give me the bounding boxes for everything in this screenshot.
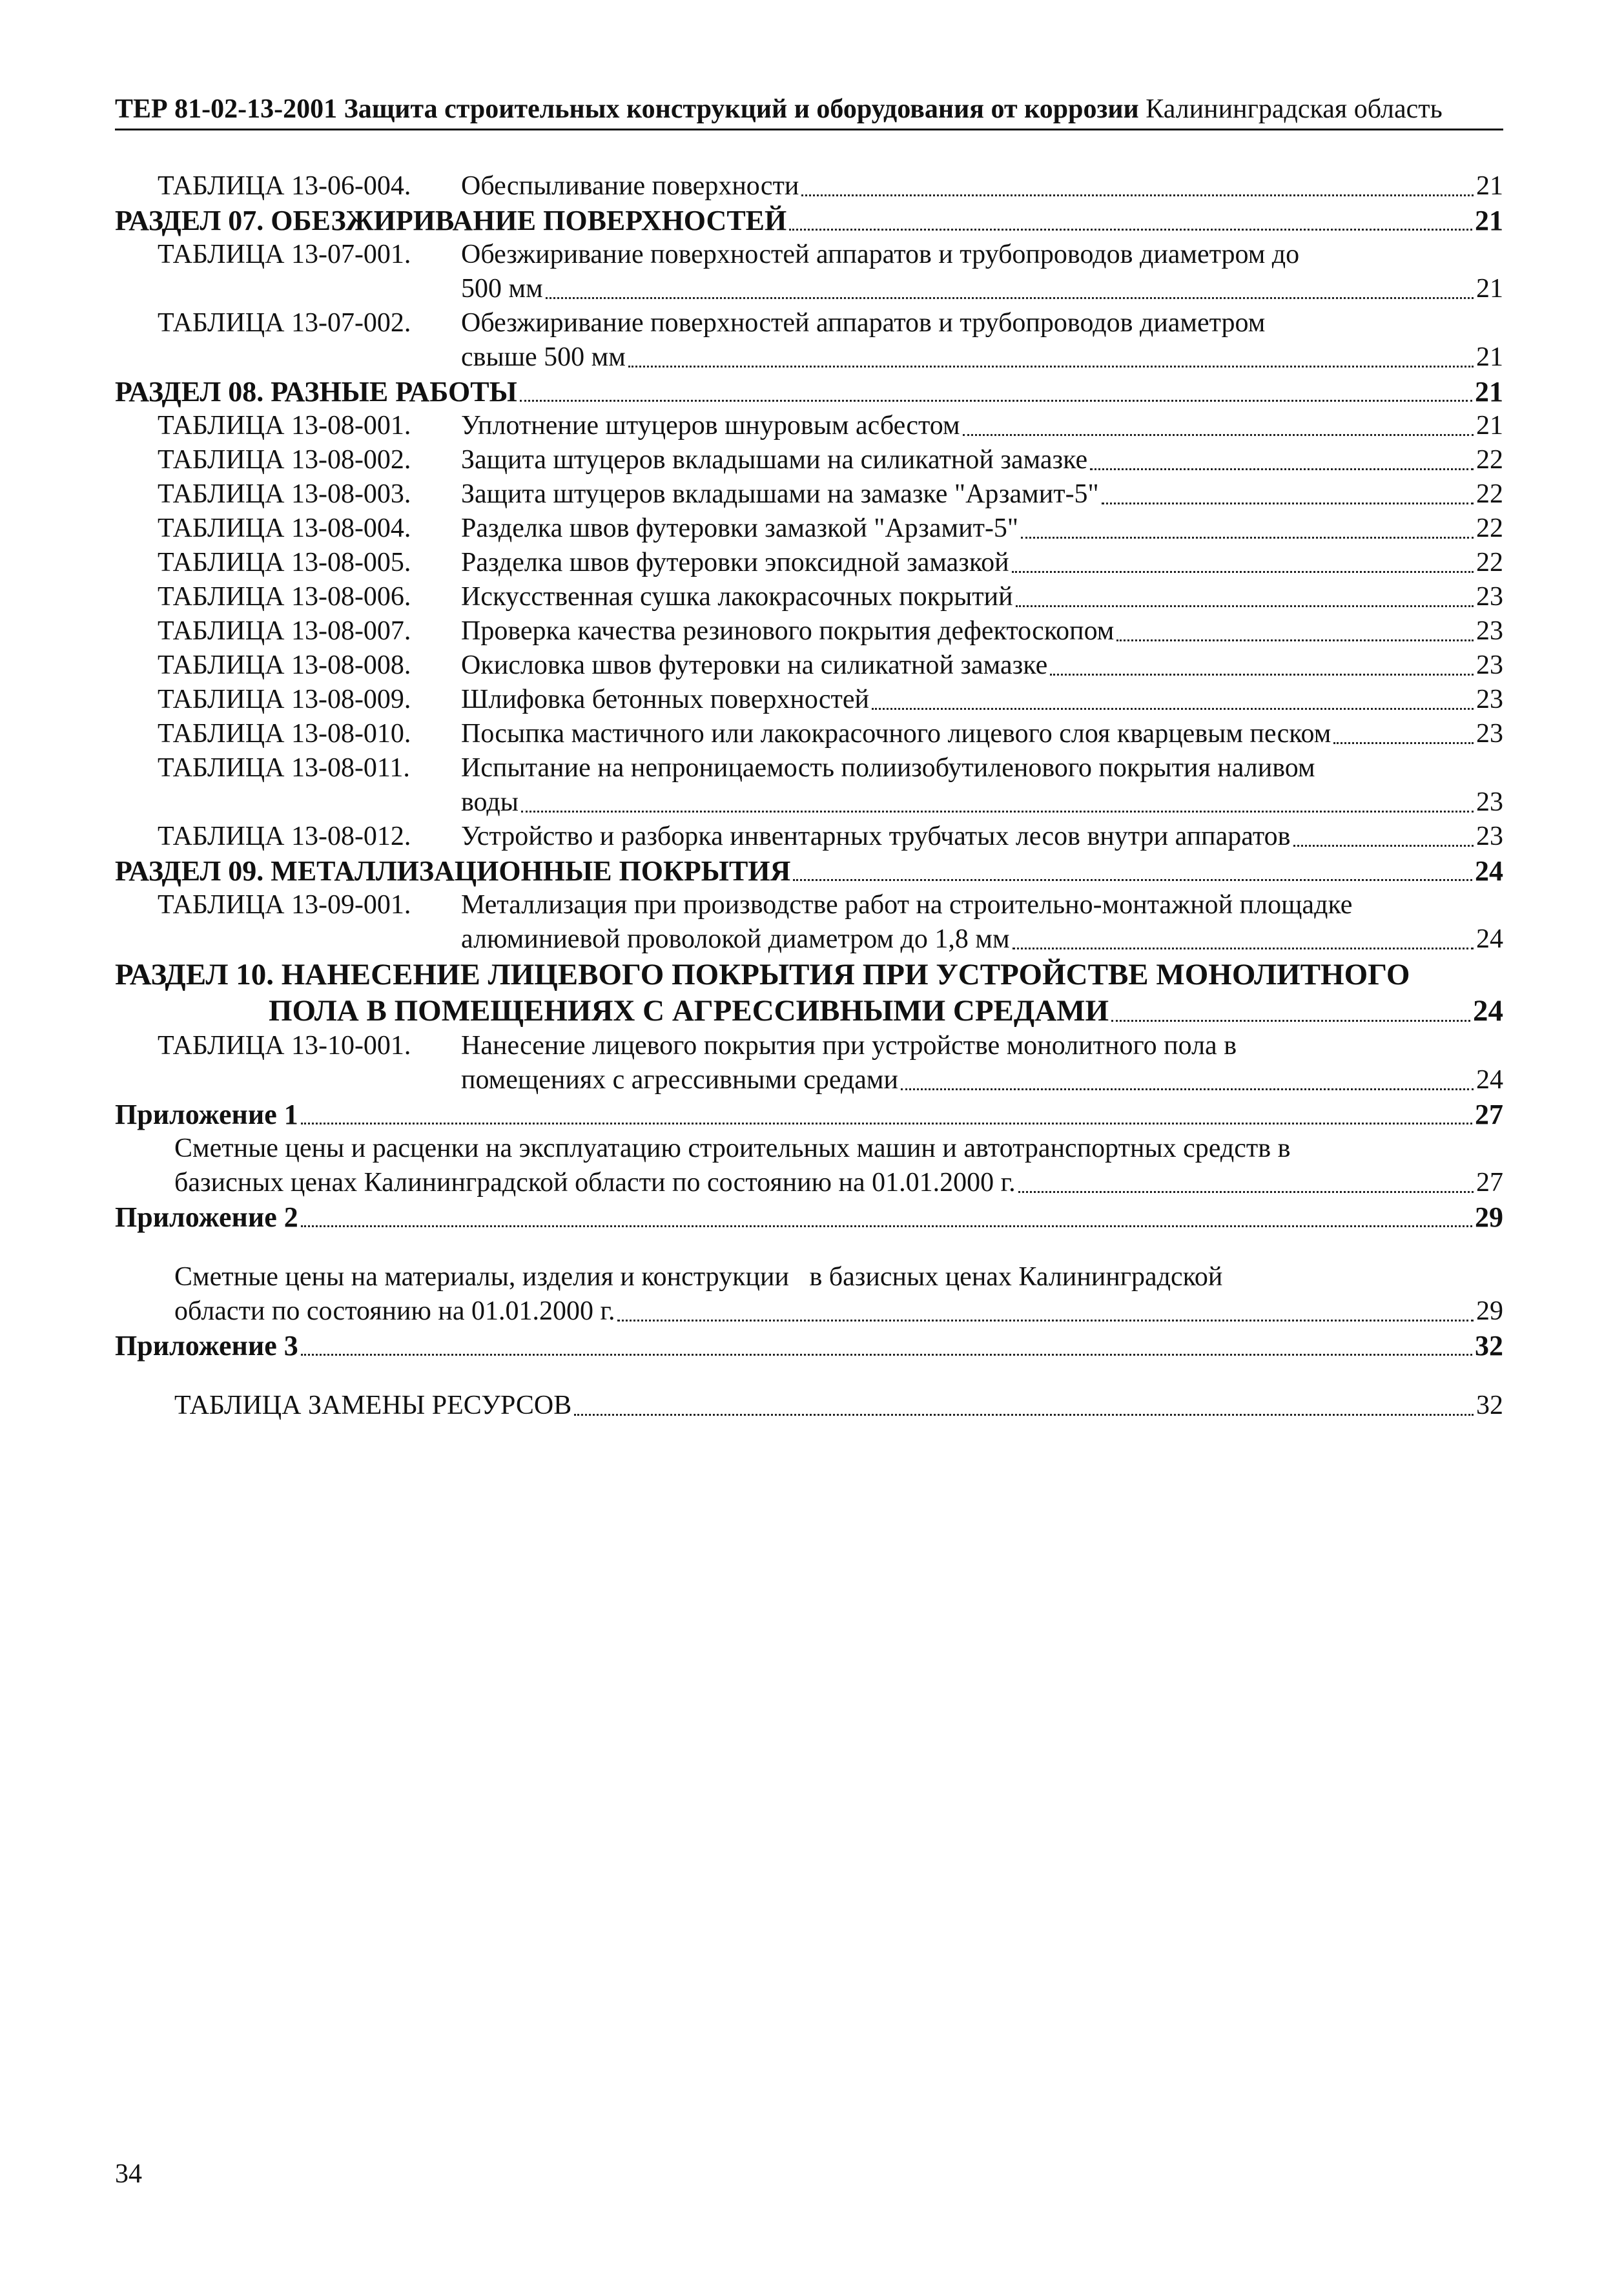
toc-entry[interactable]: ТАБЛИЦА 13-08-009. Шлифовка бетонных поверхностей 23 (115, 683, 1503, 717)
toc-entry[interactable]: ТАБЛИЦА 13-08-012. Устройство и разборка инвентарных трубчатых лесов внутри аппаратов 23 (115, 820, 1503, 854)
page-ref: 22 (1476, 445, 1503, 475)
leader-dots (1012, 571, 1474, 573)
toc-section-07[interactable]: РАЗДЕЛ 07. ОБЕЗЖИРИВАНИЕ ПОВЕРХНОСТЕЙ 21 (115, 205, 1503, 236)
toc-entry[interactable]: ТАБЛИЦА 13-08-011. Испытание на непроницаемость полиизобутиленового покрытия наливом воды 23 (115, 751, 1503, 820)
leader-dots (1111, 1020, 1470, 1022)
leader-dots (301, 1354, 1472, 1356)
leader-dots (789, 229, 1472, 231)
toc-entry[interactable]: ТАБЛИЦА 13-07-002. Обезжиривание поверхностей аппаратов и трубопроводов диаметром свыше 500 мм 21 (115, 306, 1503, 375)
toc-entry[interactable]: ТАБЛИЦА 13-10-001. Нанесение лицевого покрытия при устройстве монолитного пола в помещениях с агрессивными средами 24 (115, 1029, 1503, 1097)
leader-dots (793, 879, 1472, 881)
page-ref: 23 (1476, 616, 1503, 646)
leader-dots (520, 400, 1472, 402)
header-title: ТЕР 81-02-13-2001 Защита строительных конструкций и оборудования от коррозии (115, 94, 1139, 124)
leader-dots (901, 1088, 1474, 1090)
leader-dots (963, 434, 1474, 436)
page-ref: 24 (1476, 1065, 1503, 1095)
page-ref: 32 (1476, 1391, 1503, 1420)
leader-dots (1012, 948, 1474, 949)
leader-dots (546, 297, 1474, 299)
leader-dots (301, 1225, 1472, 1227)
page-ref: 23 (1476, 685, 1503, 714)
toc-entry[interactable]: ТАБЛИЦА 13-08-007. Проверка качества резинового покрытия дефектоскопом 23 (115, 614, 1503, 648)
page-number: 34 (115, 2159, 142, 2189)
page-ref: 32 (1475, 1330, 1503, 1362)
leader-dots (628, 366, 1474, 368)
header-region: Калининградская область (1146, 94, 1443, 124)
leader-dots (1293, 845, 1474, 847)
page-ref: 23 (1476, 719, 1503, 749)
toc-entry[interactable]: ТАБЛИЦА 13-06-004. Обеспыливание поверхности 21 (115, 169, 1503, 203)
page-ref: 21 (1476, 411, 1503, 440)
toc-appendix-1[interactable]: Приложение 1 27 (115, 1099, 1503, 1130)
toc-appendix-1-desc[interactable]: Сметные цены и расценки на эксплуатацию строительных машин и автотранспортных средств в базисных ценах Калининградской области по состоянию на 01.01.2000 г. 27 (115, 1132, 1503, 1200)
leader-dots (1016, 605, 1474, 607)
page-ref: 23 (1476, 787, 1503, 817)
page-ref: 21 (1476, 342, 1503, 372)
leader-dots (1050, 674, 1474, 676)
leader-dots (521, 811, 1474, 813)
toc-section-08[interactable]: РАЗДЕЛ 08. РАЗНЫЕ РАБОТЫ 21 (115, 376, 1503, 408)
leader-dots (574, 1414, 1474, 1416)
page-ref: 24 (1473, 994, 1503, 1028)
leader-dots (1090, 468, 1474, 470)
page-ref: 21 (1476, 274, 1503, 304)
header-rule (115, 129, 1503, 130)
leader-dots (1333, 742, 1474, 744)
leader-dots (1116, 639, 1474, 641)
page-ref: 24 (1475, 855, 1503, 887)
page-ref: 27 (1475, 1099, 1503, 1130)
leader-dots (872, 708, 1474, 710)
toc-entry[interactable]: ТАБЛИЦА 13-08-005. Разделка швов футеровки эпоксидной замазкой 22 (115, 546, 1503, 580)
page-ref: 22 (1476, 479, 1503, 509)
toc-section-09[interactable]: РАЗДЕЛ 09. МЕТАЛЛИЗАЦИОННЫЕ ПОКРЫТИЯ 24 (115, 855, 1503, 887)
toc-entry[interactable]: ТАБЛИЦА 13-09-001. Металлизация при производстве работ на строительно-монтажной площадке алюминиевой проволокой диаметром до 1,8 мм 24 (115, 888, 1503, 957)
page-ref: 21 (1475, 376, 1503, 408)
page-ref: 27 (1476, 1168, 1503, 1197)
page-ref: 22 (1476, 548, 1503, 577)
toc-appendix-3[interactable]: Приложение 3 32 (115, 1330, 1503, 1362)
page-ref: 21 (1476, 171, 1503, 201)
leader-dots (617, 1320, 1474, 1321)
leader-dots (301, 1123, 1472, 1124)
page-ref: 22 (1476, 513, 1503, 543)
leader-dots (1102, 503, 1474, 504)
page-ref: 23 (1476, 822, 1503, 851)
toc-section-10[interactable]: РАЗДЕЛ 10. НАНЕСЕНИЕ ЛИЦЕВОГО ПОКРЫТИЯ ПРИ УСТРОЙСТВЕ МОНОЛИТНОГО ПОЛА В ПОМЕЩЕНИЯХ С АГРЕССИВНЫМИ СРЕДАМИ 24 (115, 958, 1503, 1028)
leader-dots (801, 194, 1474, 196)
page-ref: 29 (1475, 1201, 1503, 1233)
page-ref: 21 (1475, 205, 1503, 236)
toc-entry[interactable]: ТАБЛИЦА 13-08-008. Окисловка швов футеровки на силикатной замазке 23 (115, 648, 1503, 683)
leader-dots (1021, 537, 1474, 539)
toc-entry[interactable]: ТАБЛИЦА 13-08-010. Посыпка мастичного или лакокрасочного лицевого слоя кварцевым песком 23 (115, 717, 1503, 751)
toc-entry[interactable]: ТАБЛИЦА 13-08-006. Искусственная сушка лакокрасочных покрытий 23 (115, 580, 1503, 614)
toc-appendix-3-desc[interactable]: ТАБЛИЦА ЗАМЕНЫ РЕСУРСОВ 32 (115, 1389, 1503, 1423)
toc-entry[interactable]: ТАБЛИЦА 13-07-001. Обезжиривание поверхностей аппаратов и трубопроводов диаметром до 500 мм 21 (115, 238, 1503, 306)
page-ref: 23 (1476, 582, 1503, 612)
running-header (115, 92, 1503, 126)
page-ref: 29 (1476, 1296, 1503, 1326)
toc-entry[interactable]: ТАБЛИЦА 13-08-001. Уплотнение штуцеров шнуровым асбестом 21 (115, 409, 1503, 443)
toc-appendix-2[interactable]: Приложение 2 29 (115, 1201, 1503, 1233)
toc-entry[interactable]: ТАБЛИЦА 13-08-002. Защита штуцеров вкладышами на силикатной замазке 22 (115, 443, 1503, 477)
toc-entry[interactable]: ТАБЛИЦА 13-08-004. Разделка швов футеровки замазкой "Арзамит-5" 22 (115, 512, 1503, 546)
page-ref: 23 (1476, 650, 1503, 680)
table-of-contents (115, 169, 1503, 1423)
page-ref: 24 (1476, 924, 1503, 954)
leader-dots (1018, 1191, 1474, 1193)
toc-appendix-2-desc[interactable]: Сметные цены на материалы, изделия и конструкции в базисных ценах Калининградской области по состоянию на 01.01.2000 г. 29 (115, 1260, 1503, 1329)
toc-entry[interactable]: ТАБЛИЦА 13-08-003. Защита штуцеров вкладышами на замазке "Арзамит-5" 22 (115, 477, 1503, 512)
